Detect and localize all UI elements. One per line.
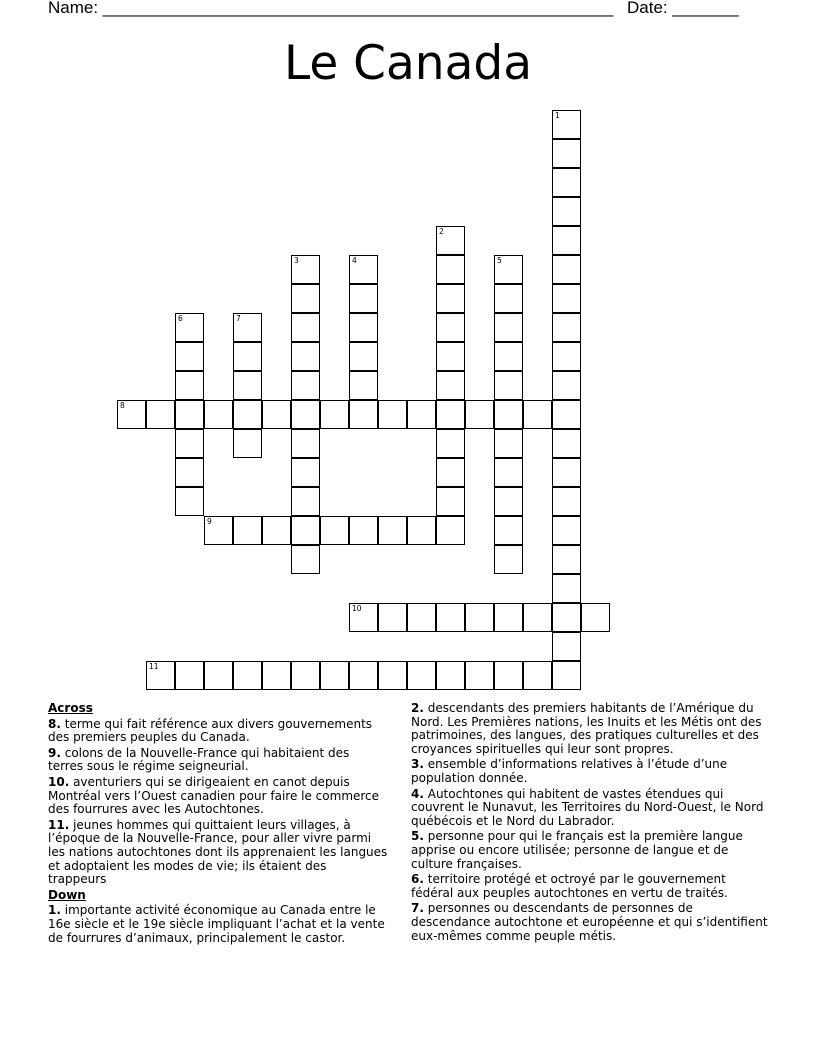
- grid-cell[interactable]: [291, 458, 320, 487]
- cell-number: 2: [439, 227, 444, 236]
- clue-down-1: [48, 904, 388, 945]
- grid-cell[interactable]: [436, 661, 465, 690]
- grid-cell[interactable]: [523, 603, 552, 632]
- grid-cell[interactable]: [233, 313, 262, 342]
- clue-down-3: [411, 758, 771, 785]
- clue-text: colons de la Nouvelle-France qui habitaient des terres sous le régime seigneurial.: [48, 745, 350, 774]
- clue-text: terme qui fait référence aux divers gouvernements des premiers peuples du Canada.: [48, 716, 373, 745]
- grid-cell[interactable]: [465, 661, 494, 690]
- grid-cell[interactable]: [407, 400, 436, 429]
- grid-cell[interactable]: [378, 603, 407, 632]
- grid-cell[interactable]: [146, 400, 175, 429]
- grid-cell[interactable]: [291, 342, 320, 371]
- grid-cell[interactable]: [407, 516, 436, 545]
- page-title: Le Canada: [283, 36, 533, 91]
- grid-cell[interactable]: [552, 139, 581, 168]
- cell-number: 7: [236, 314, 241, 323]
- grid-cell[interactable]: [175, 458, 204, 487]
- clue-text: territoire protégé et octroyé par le gouvernement fédéral aux peuples autochtones en vertu de traités.: [411, 872, 728, 900]
- grid-cell[interactable]: [436, 226, 465, 255]
- clue-text: Autochtones qui habitent de vastes étendues qui couvrent le Nunavut, les Territoires du Nord-Ouest, le Nord québécois et le Nord du Labrador.: [411, 786, 764, 828]
- clue-down-5: [411, 830, 771, 871]
- clue-down-6: [411, 873, 771, 900]
- grid-cell[interactable]: [175, 313, 204, 342]
- clue-text: personnes ou descendants de personnes de descendance autochtone et européenne et qui s’identifient eux-mêmes comme peuple métis.: [411, 901, 768, 943]
- grid-cell[interactable]: [552, 429, 581, 458]
- grid-cell[interactable]: [581, 603, 610, 632]
- grid-cell[interactable]: [436, 487, 465, 516]
- grid-cell[interactable]: [262, 661, 291, 690]
- clue-number: 9.: [48, 745, 61, 760]
- grid-cell[interactable]: [233, 371, 262, 400]
- grid-cell[interactable]: [175, 487, 204, 516]
- across-heading: Across: [48, 701, 93, 715]
- clue-number: 1.: [48, 903, 61, 918]
- date-field[interactable]: Date: _______: [627, 0, 739, 17]
- cell-number: 3: [294, 256, 299, 265]
- grid-cell[interactable]: [146, 661, 175, 690]
- grid-cell[interactable]: [552, 342, 581, 371]
- clue-number: 6.: [411, 872, 424, 887]
- clue-across-10: [48, 776, 388, 817]
- cell-number: 11: [149, 662, 159, 671]
- clue-number: 5.: [411, 829, 424, 844]
- grid-cell[interactable]: [523, 400, 552, 429]
- grid-cell[interactable]: [552, 197, 581, 226]
- grid-cell[interactable]: [291, 516, 320, 545]
- grid-cell[interactable]: [378, 400, 407, 429]
- grid-cell[interactable]: [175, 429, 204, 458]
- grid-cell[interactable]: [378, 661, 407, 690]
- grid-cell[interactable]: [494, 516, 523, 545]
- grid-cell[interactable]: [291, 371, 320, 400]
- name-field[interactable]: Name: ______________________________________________________: [48, 0, 614, 17]
- clue-number: 11.: [48, 817, 70, 832]
- grid-cell[interactable]: [436, 284, 465, 313]
- grid-cell[interactable]: [291, 429, 320, 458]
- grid-cell[interactable]: [291, 313, 320, 342]
- grid-cell[interactable]: [204, 661, 233, 690]
- grid-cell[interactable]: [436, 400, 465, 429]
- grid-cell[interactable]: [436, 603, 465, 632]
- grid-cell[interactable]: [465, 400, 494, 429]
- grid-cell[interactable]: [494, 545, 523, 574]
- grid-cell[interactable]: [436, 342, 465, 371]
- grid-cell[interactable]: [552, 400, 581, 429]
- grid-cell[interactable]: [233, 429, 262, 458]
- grid-cell[interactable]: [262, 400, 291, 429]
- grid-cell[interactable]: [494, 313, 523, 342]
- cell-number: 10: [352, 604, 362, 613]
- grid-cell[interactable]: [117, 400, 146, 429]
- grid-cell[interactable]: [436, 458, 465, 487]
- grid-cell[interactable]: [552, 487, 581, 516]
- grid-cell[interactable]: [552, 313, 581, 342]
- grid-cell[interactable]: [175, 342, 204, 371]
- clue-text: jeunes hommes qui quittaient leurs villages, à l’époque de la Nouvelle-France, pour aller vivre parmi les nations autochtones dont ils apprenaient les langues et adoptaient les modes de vie; ils étaient des trappeurs: [48, 817, 388, 887]
- grid-cell[interactable]: [552, 603, 581, 632]
- clue-text: descendants des premiers habitants de l’Amérique du Nord. Les Premières nations, les Inuits et les Métis ont des patrimoines, des langues, des pratiques culturelles et des croyances spirituelles qui leur sont propres.: [411, 701, 762, 756]
- grid-cell[interactable]: [349, 603, 378, 632]
- clue-number: 4.: [411, 786, 424, 801]
- grid-cell[interactable]: [291, 545, 320, 574]
- clue-number: 10.: [48, 774, 70, 789]
- grid-cell[interactable]: [349, 313, 378, 342]
- grid-cell[interactable]: [494, 371, 523, 400]
- grid-cell[interactable]: [233, 661, 262, 690]
- grid-cell[interactable]: [407, 603, 436, 632]
- grid-cell[interactable]: [436, 255, 465, 284]
- grid-cell[interactable]: [552, 574, 581, 603]
- grid-cell[interactable]: [320, 516, 349, 545]
- grid-cell[interactable]: [494, 487, 523, 516]
- grid-cell[interactable]: [233, 400, 262, 429]
- clue-text: personne pour qui le français est la première langue apprise ou encore utilisée; personne de langue et de culture françaises.: [411, 829, 743, 871]
- cell-number: 9: [207, 517, 212, 526]
- clue-down-7: [411, 902, 771, 943]
- clues-right-column: [411, 702, 771, 945]
- grid-cell[interactable]: [233, 516, 262, 545]
- grid-cell[interactable]: [407, 661, 436, 690]
- grid-cell[interactable]: [320, 400, 349, 429]
- grid-cell[interactable]: [349, 284, 378, 313]
- clue-across-9: [48, 747, 388, 774]
- grid-cell[interactable]: [494, 284, 523, 313]
- grid-cell[interactable]: [494, 458, 523, 487]
- down-heading: Down: [48, 887, 86, 902]
- cell-number: 1: [555, 111, 560, 120]
- grid-cell[interactable]: [494, 342, 523, 371]
- cell-number: 5: [497, 256, 502, 265]
- grid-cell[interactable]: [175, 661, 204, 690]
- grid-cell[interactable]: [436, 429, 465, 458]
- clue-text: ensemble d’informations relatives à l’étude d’une population donnée.: [411, 757, 728, 785]
- grid-cell[interactable]: [552, 110, 581, 139]
- grid-cell[interactable]: [552, 284, 581, 313]
- grid-cell[interactable]: [523, 661, 552, 690]
- grid-cell[interactable]: [349, 661, 378, 690]
- clue-number: 2.: [411, 701, 424, 715]
- grid-cell[interactable]: [349, 400, 378, 429]
- grid-cell[interactable]: [291, 661, 320, 690]
- grid-cell[interactable]: [291, 487, 320, 516]
- grid-cell[interactable]: [494, 400, 523, 429]
- clue-across-8: [48, 718, 388, 745]
- grid-cell[interactable]: [552, 371, 581, 400]
- grid-cell[interactable]: [552, 516, 581, 545]
- grid-cell[interactable]: [349, 371, 378, 400]
- grid-cell[interactable]: [291, 284, 320, 313]
- grid-cell[interactable]: [552, 255, 581, 284]
- grid-cell[interactable]: [349, 516, 378, 545]
- grid-cell[interactable]: [465, 603, 494, 632]
- grid-cell[interactable]: [552, 545, 581, 574]
- grid-cell[interactable]: [349, 342, 378, 371]
- clue-down-2: [411, 702, 771, 756]
- cell-number: 8: [120, 401, 125, 410]
- grid-cell[interactable]: [436, 371, 465, 400]
- clue-across-11: [48, 819, 388, 887]
- clue-text: importante activité économique au Canada entre le 16e siècle et le 19e siècle impliquant l’achat et la vente de fourrures d’animaux, principalement le castor.: [48, 903, 385, 945]
- clues-left-column: [48, 702, 388, 947]
- grid-cell[interactable]: [494, 429, 523, 458]
- grid-cell[interactable]: [494, 661, 523, 690]
- clue-number: 3.: [411, 757, 424, 772]
- clue-text: aventuriers qui se dirigeaient en canot depuis Montréal vers l’Ouest canadien pour faire le commerce des fourrures avec les Autochtones.: [48, 774, 380, 817]
- grid-cell[interactable]: [552, 661, 581, 690]
- grid-cell[interactable]: [494, 255, 523, 284]
- grid-cell[interactable]: [320, 661, 349, 690]
- grid-cell[interactable]: [436, 313, 465, 342]
- grid-cell[interactable]: [233, 342, 262, 371]
- grid-cell[interactable]: [378, 516, 407, 545]
- grid-cell[interactable]: [291, 400, 320, 429]
- grid-cell[interactable]: [175, 400, 204, 429]
- grid-cell[interactable]: [552, 168, 581, 197]
- grid-cell[interactable]: [262, 516, 291, 545]
- grid-cell[interactable]: [349, 255, 378, 284]
- grid-cell[interactable]: [552, 458, 581, 487]
- clue-number: 7.: [411, 901, 424, 916]
- grid-cell[interactable]: [204, 516, 233, 545]
- grid-cell[interactable]: [291, 255, 320, 284]
- grid-cell[interactable]: [494, 603, 523, 632]
- grid-cell[interactable]: [436, 516, 465, 545]
- cell-number: 4: [352, 256, 357, 265]
- cell-number: 6: [178, 314, 183, 323]
- grid-cell[interactable]: [204, 400, 233, 429]
- clue-down-4: [411, 788, 771, 829]
- clue-number: 8.: [48, 716, 61, 731]
- grid-cell[interactable]: [552, 632, 581, 661]
- grid-cell[interactable]: [552, 226, 581, 255]
- grid-cell[interactable]: [175, 371, 204, 400]
